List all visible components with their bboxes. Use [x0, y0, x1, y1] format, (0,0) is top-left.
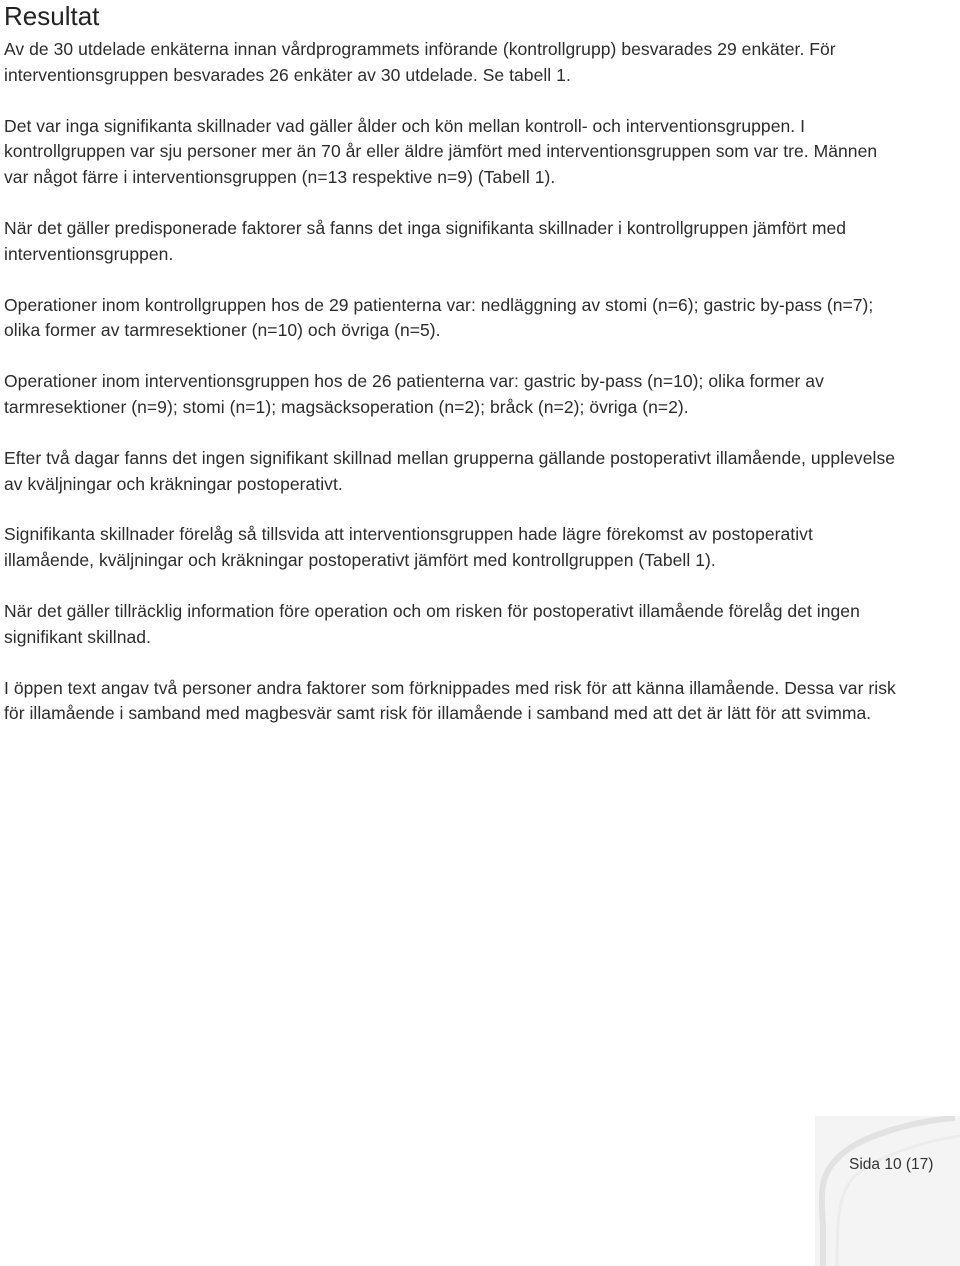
- paragraph-response-rate: Av de 30 utdelade enkäterna innan vårdprogrammets införande (kontrollgrupp) besvarades 29 enkäter. För interventionsgruppen besvarades 26 enkäter av 30 utdelade. Se tabell 1.: [4, 39, 836, 85]
- document-page: [4, 0, 904, 752]
- paragraph-intervention-operations: Operationer inom interventionsgruppen hos de 26 patienterna var: gastric by-pass (n=10); olika former av tarmresektioner (n=9); stomi (n=1); magsäcksoperation (n=2); bråck (n=2); övriga (n=2).: [4, 371, 824, 417]
- paragraph-significant-differences: Signifikanta skillnader förelåg så tillsvida att interventionsgruppen hade lägre förekomst av postoperativt illamående, kväljningar och kräkningar postoperativt jämfört med kontrollgruppen (Tabell 1).: [4, 524, 813, 571]
- paragraph-information: När det gäller tillräcklig information före operation och om risken för postoperativt illamående förelåg det ingen signifikant skillnad.: [4, 600, 860, 647]
- page-title: Resultat: [4, 1, 100, 31]
- paragraph-age-gender: Det var inga signifikanta skillnader vad gäller ålder och kön mellan kontroll- och interventionsgruppen. I kontrollgruppen var sju personer mer än 70 år eller äldre jämfört med interventionsgruppen som var tre. Männen var något färre i interventionsgruppen (n=13 respektive n=9) (Tabell 1).: [4, 115, 878, 188]
- page-number: Sida 10 (17): [849, 1156, 934, 1173]
- paragraph-open-text: I öppen text angav två personer andra faktorer som förknippades med risk för att känna illamående. Dessa var risk för illamående i samband med magbesvär samt risk för illamående i samband med att det är lätt för att svimma.: [4, 677, 896, 724]
- page-corner-decoration: [815, 1116, 960, 1266]
- paragraph-after-two-days: Efter två dagar fanns det ingen signifikant skillnad mellan grupperna gällande postoperativt illamående, upplevelse av kväljningar och kräkningar postoperativt.: [4, 447, 896, 494]
- corner-swoosh-graphic: [815, 1116, 960, 1266]
- paragraph-predisposing-factors: När det gäller predisponerade faktorer så fanns det inga signifikanta skillnader i kontrollgruppen jämfört med interventionsgruppen.: [4, 217, 847, 264]
- paragraph-control-operations: Operationer inom kontrollgruppen hos de 29 patienterna var: nedläggning av stomi (n=6); gastric by-pass (n=7); olika former av tarmresektioner (n=10) och övriga (n=5).: [4, 294, 874, 341]
